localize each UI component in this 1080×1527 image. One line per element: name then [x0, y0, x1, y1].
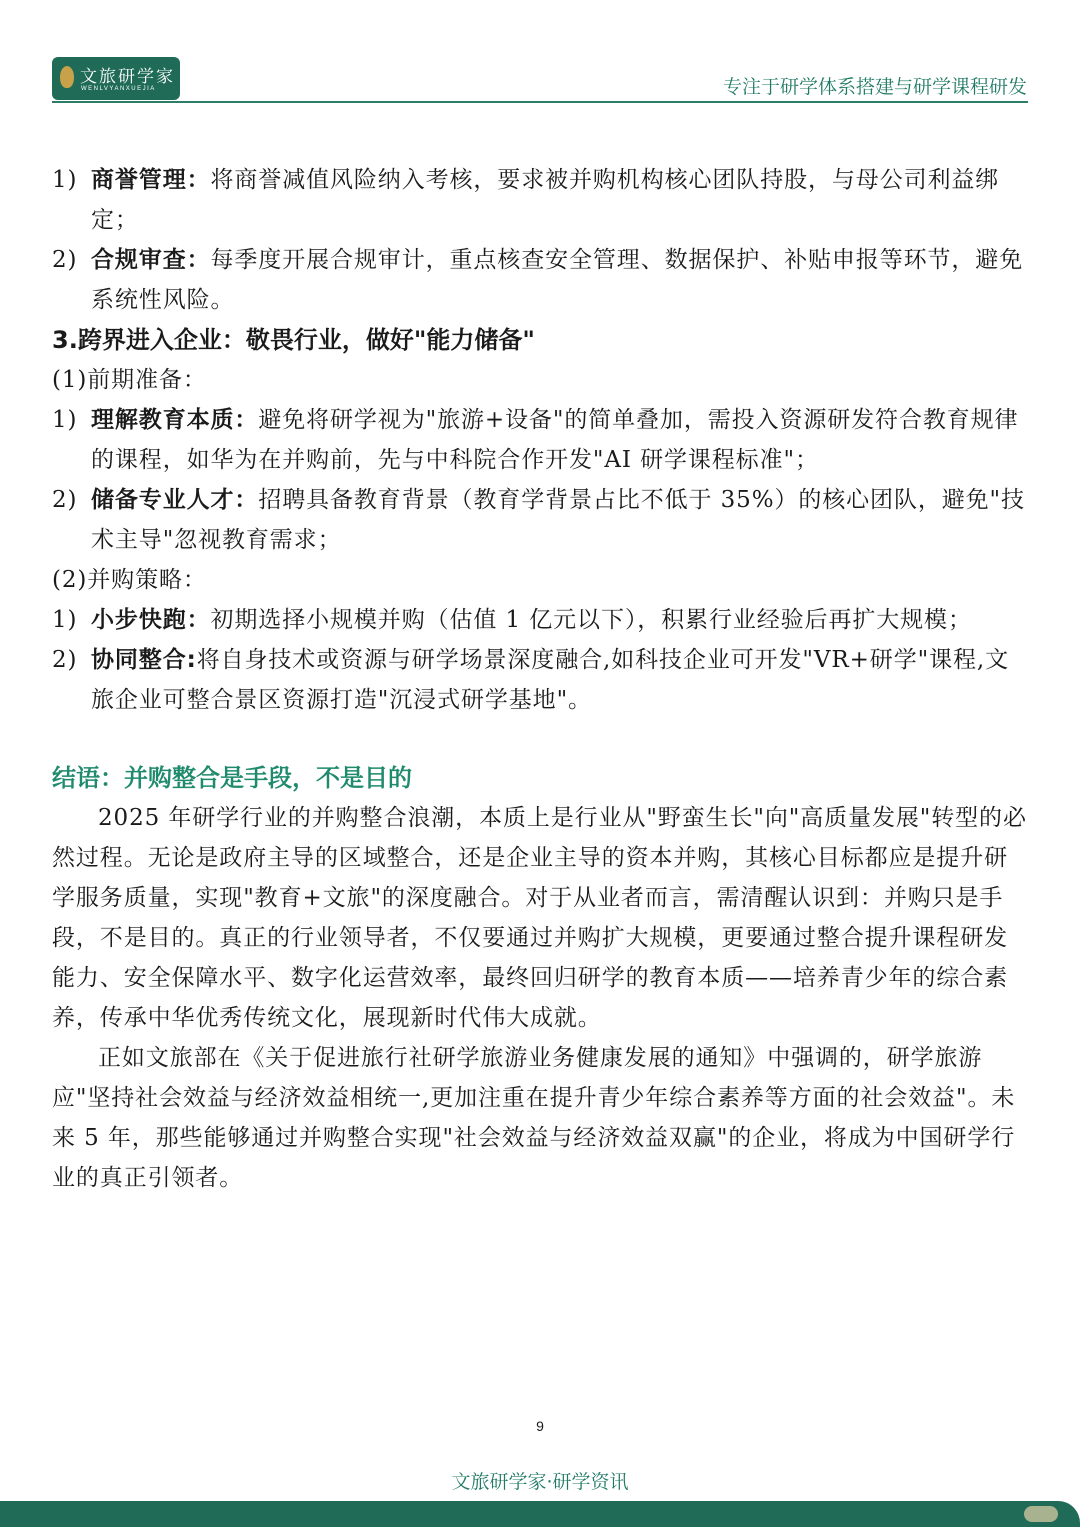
list-item — [52, 480, 1030, 560]
brand-logo — [52, 57, 180, 100]
page-number: 9 — [536, 1418, 544, 1434]
item-text: 将商誉减值风险纳入考核，要求被并购机构核心团队持股，与母公司利益绑定； — [91, 167, 1000, 233]
item-label: 储备专业人才： — [91, 487, 259, 513]
conclusion-title: 结语：并购整合是手段，不是目的 — [52, 764, 412, 792]
item-text: 每季度开展合规审计，重点核查安全管理、数据保护、补贴申报等环节，避免系统性风险。 — [91, 247, 1024, 313]
list-number: 2) — [52, 647, 78, 673]
list-item — [52, 400, 1030, 480]
conclusion-paragraph: 正如文旅部在《关于促进旅行社研学旅游业务健康发展的通知》中强调的，研学旅游应"坚持社会效益与经济效益相统一,更加注重在提升青少年综合素养等方面的社会效益"。未来 5 年，那些能够通过并购整合实现"社会效益与经济效益双赢"的企业，将成为中国研学行业的真正引领者。 — [52, 1045, 1016, 1191]
footer-bar — [0, 1501, 1080, 1527]
conclusion-paragraph: 2025 年研学行业的并购整合浪潮，本质上是行业从"野蛮生长"向"高质量发展"转型的必然过程。无论是政府主导的区域整合，还是企业主导的资本并购，其核心目标都应是提升研学服务质量，实现"教育+文旅"的深度融合。对于从业者而言，需清醒认识到：并购只是手段，不是目的。真正的行业领导者，不仅要通过并购扩大规模，更要通过整合提升课程研发能力、安全保障水平、数字化运营效率，最终回归研学的教育本质——培养青少年的综合素养，传承中华优秀传统文化，展现新时代伟大成就。 — [52, 805, 1027, 1031]
item-text: 将自身技术或资源与研学场景深度融合,如科技企业可开发"VR+研学"课程,文旅企业可整合景区资源打造"沉浸式研学基地"。 — [91, 647, 1009, 713]
list-number: 1) — [52, 407, 78, 433]
list-item — [52, 160, 1030, 240]
list-number: 2) — [52, 247, 78, 273]
subheading: (1)前期准备： — [52, 367, 207, 393]
list-item — [52, 600, 1030, 640]
item-text: 避免将研学视为"旅游+设备"的简单叠加，需投入资源研发符合教育规律的课程，如华为在并购前，先与中科院合作开发"AI 研学课程标准"； — [91, 407, 1019, 473]
document-body — [52, 160, 1030, 1198]
list-item — [52, 640, 1030, 720]
list-number: 1) — [52, 607, 78, 633]
subheading: (2)并购策略： — [52, 567, 207, 593]
header-divider — [52, 101, 1028, 103]
item-label: 协同整合: — [91, 647, 197, 673]
item-label: 合规审查： — [91, 247, 211, 273]
item-label: 小步快跑： — [91, 607, 211, 633]
watermark-badge-icon — [1024, 1506, 1058, 1522]
footer-text: 文旅研学家·研学资讯 — [451, 1471, 629, 1493]
logo-subtext: WENLVYANXUEJIA — [81, 86, 156, 92]
header-slogan: 专注于研学体系搭建与研学课程研发 — [722, 76, 1027, 98]
leaf-icon — [60, 66, 74, 88]
section-heading: 3.跨界进入企业：敬畏行业，做好"能力储备" — [52, 326, 535, 354]
page-header — [0, 0, 1080, 110]
item-text: 招聘具备教育背景（教育学背景占比不低于 35%）的核心团队，避免"技术主导"忽视教育需求； — [91, 487, 1025, 553]
list-number: 1) — [52, 167, 78, 193]
list-number: 2) — [52, 487, 78, 513]
item-text: 初期选择小规模并购（估值 1 亿元以下），积累行业经验后再扩大规模； — [210, 607, 972, 633]
item-label: 商誉管理： — [91, 167, 211, 193]
item-label: 理解教育本质： — [91, 407, 259, 433]
logo-text: 文旅研学家 — [80, 67, 175, 87]
list-item — [52, 240, 1030, 320]
